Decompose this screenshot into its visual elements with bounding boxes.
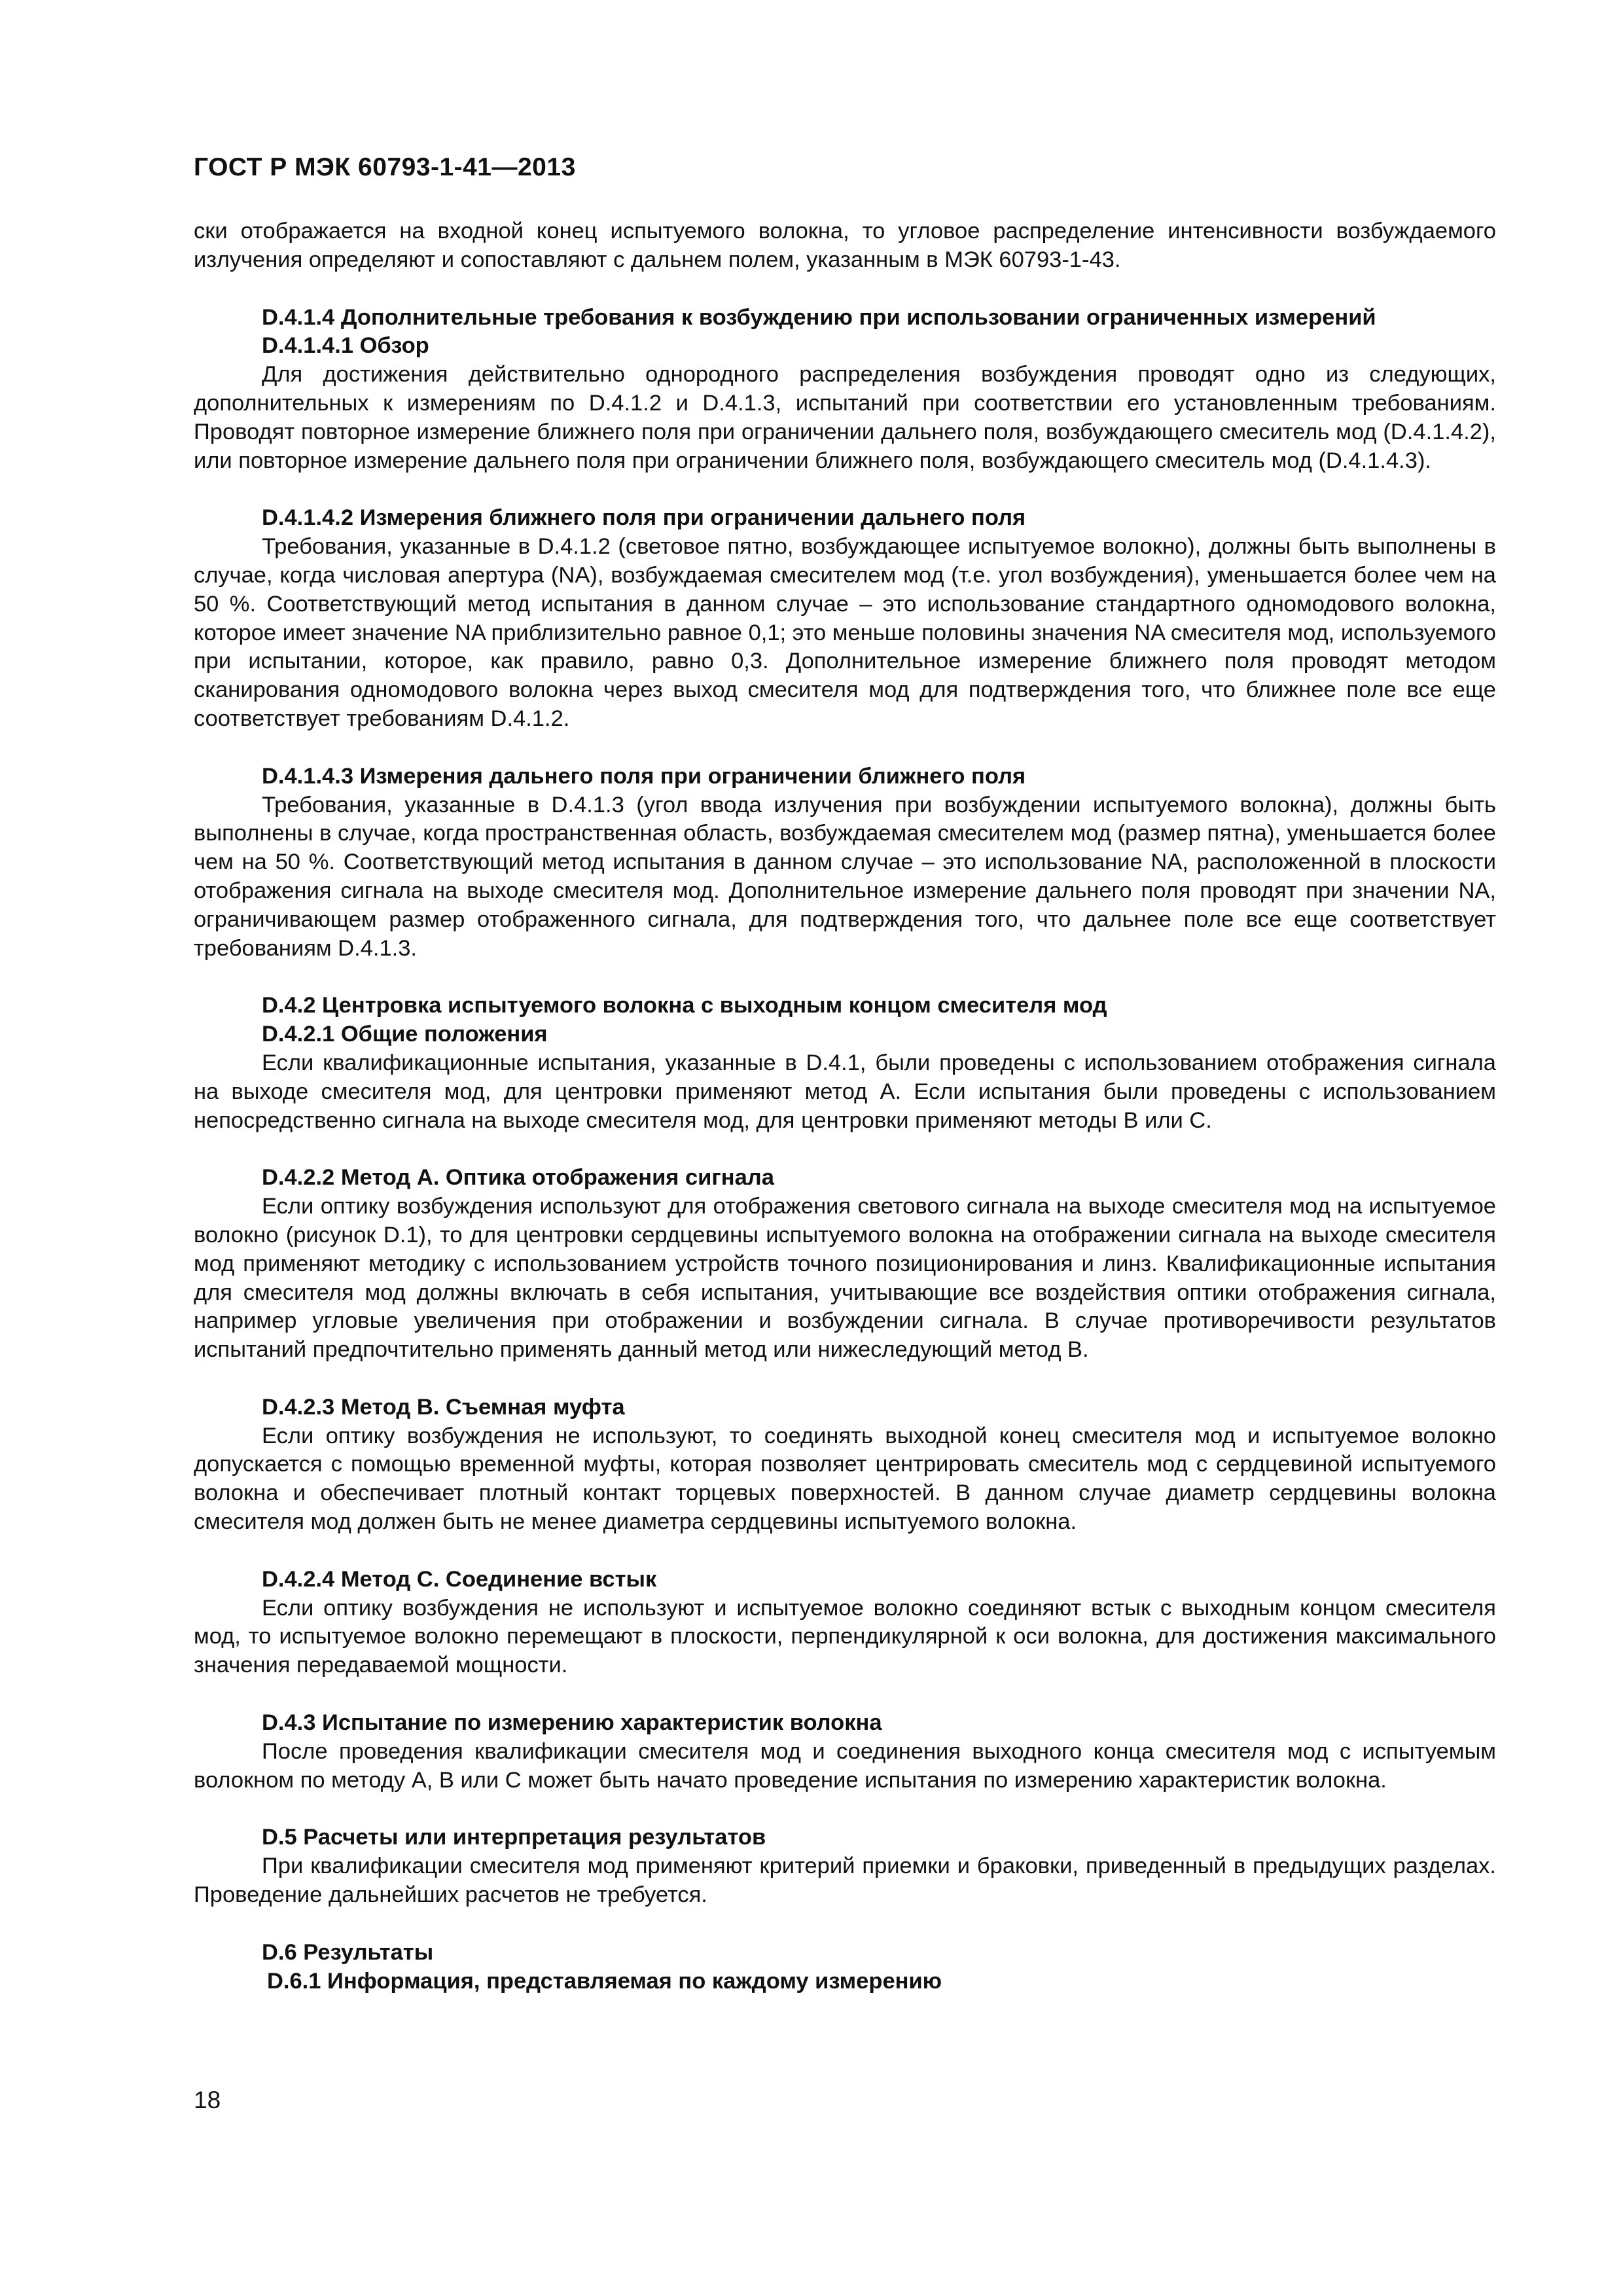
document-header-title: ГОСТ Р МЭК 60793-1-41—2013 <box>194 153 576 181</box>
document-body <box>194 217 1496 1996</box>
paragraph-spacer <box>194 1795 1496 1823</box>
paragraph-spacer <box>194 734 1496 762</box>
paragraph-spacer <box>194 1680 1496 1709</box>
section-heading: D.4.1.4.3 Измерения дальнего поля при ограничении ближнего поля <box>262 763 1026 789</box>
section-heading: D.4.2.1 Общие положения <box>262 1022 548 1047</box>
paragraph-spacer <box>194 1365 1496 1393</box>
paragraph-spacer <box>194 1910 1496 1939</box>
section-heading: D.4.1.4 Дополнительные требования к возбуждению при использовании ограниченных измерений <box>262 304 1376 330</box>
paragraph-spacer <box>194 475 1496 504</box>
body-paragraph: Требования, указанные в D.4.1.2 (световое пятно, возбуждающее испытуемое волокно), должны быть выполнены в случае, когда числовая апертура (NA), возбуждаемая смесителем мод (т.е. угол возбуждения), уменьшается более чем на 50 %. Соответствующий метод испытания в данном случае – это использование стандартного одномодового волокна, которое имеет значение NA приблизительно равное 0,1; это меньше половины значения NA смесителя мод, используемого при испытании, которое, как правило, равно 0,3. Дополнительное измерение ближнего поля проводят методом сканирования одномодового волокна через выход смесителя мод для подтверждения того, что ближнее поле все еще соответствует требованиям D.4.1.2. <box>194 534 1496 731</box>
section-heading: D.4.2.2 Метод А. Оптика отображения сигнала <box>262 1165 774 1191</box>
section-heading: D.5 Расчеты или интерпретация результатов <box>262 1825 766 1850</box>
paragraph-spacer <box>194 1135 1496 1164</box>
paragraph-spacer <box>194 275 1496 304</box>
section-heading: D.6 Результаты <box>262 1939 434 1965</box>
section-heading: D.4.2 Центровка испытуемого волокна с выходным концом смесителя мод <box>262 993 1107 1018</box>
section-heading: D.4.2.4 Метод С. Соединение встык <box>262 1566 657 1592</box>
body-paragraph: Если оптику возбуждения не используют, то соединять выходной конец смесителя мод и испытуемое волокно допускается с помощью временной муфты, которая позволяет центрировать смеситель мод с сердцевиной испытуемого волокна и обеспечивает плотный контакт торцевых поверхностей. В данном случае диаметр сердцевины волокна смесителя мод должен быть не менее диаметра сердцевины испытуемого волокна. <box>194 1423 1496 1535</box>
paragraph-spacer <box>194 963 1496 992</box>
body-paragraph: ски отображается на входной конец испытуемого волокна, то угловое распределение интенсивности возбуждаемого излучения определяют и сопоставляют с дальнем полем, указанным в МЭК 60793-1-43. <box>194 219 1496 272</box>
body-paragraph: Для достижения действительно однородного распределения возбуждения проводят одно из следующих, дополнительных к измерениям по D.4.1.2 и D.4.1.3, испытаний при соответствии его установленным требованиям. Проводят повторное измерение ближнего поля при ограничении дальнего поля, возбуждающего смеситель мод (D.4.1.4.2), или повторное измерение дальнего поля при ограничении ближнего поля, возбуждающего смеситель мод (D.4.1.4.3). <box>194 362 1496 473</box>
body-paragraph: Если оптику возбуждения не используют и испытуемое волокно соединяют встык с выходным концом смесителя мод, то испытуемое волокно перемещают в плоскости, перпендикулярной к оси волокна, для достижения максимального значения передаваемой мощности. <box>194 1595 1496 1678</box>
paragraph-spacer <box>194 1537 1496 1566</box>
page-number: 18 <box>194 2087 221 2113</box>
section-heading: D.6.1 Информация, представляемая по каждому измерению <box>267 1968 942 1994</box>
section-heading: D.4.2.3 Метод В. Съемная муфта <box>262 1394 625 1420</box>
section-heading: D.4.3 Испытание по измерению характеристик волокна <box>262 1710 882 1736</box>
body-paragraph: Требования, указанные в D.4.1.3 (угол ввода излучения при возбуждении испытуемого волокна), должны быть выполнены в случае, когда пространственная область, возбуждаемая смесителем мод (размер пятна), уменьшается более чем на 50 %. Соответствующий метод испытания в данном случае – это использование NA, расположенной в плоскости отображения сигнала на выходе смесителя мод. Дополнительное измерение дальнего поля проводят при значении NA, ограничивающем размер отображенного сигнала, для подтверждения того, что дальнее поле все еще соответствует требованиям D.4.1.3. <box>194 792 1496 961</box>
body-paragraph: Если оптику возбуждения используют для отображения светового сигнала на выходе смесителя мод на испытуемое волокно (рисунок D.1), то для центровки сердцевины испытуемого волокна на отображении сигнала на выходе смесителя мод применяют методику с использованием устройств точного позиционирования и линз. Квалификационные испытания для смесителя мод должны включать в себя испытания, учитывающие все воздействия оптики отображения сигнала, например угловые увеличения при отображении и возбуждении сигнала. В случае противоречивости результатов испытаний предпочтительно применять данный метод или нижеследующий метод В. <box>194 1194 1496 1363</box>
body-paragraph: Если квалификационные испытания, указанные в D.4.1, были проведены с использованием отображения сигнала на выходе смесителя мод, для центровки применяют метод А. Если испытания были проведены с использованием непосредственно сигнала на выходе смесителя мод, для центровки применяют методы В или С. <box>194 1050 1496 1133</box>
section-heading: D.4.1.4.2 Измерения ближнего поля при ограничении дальнего поля <box>262 505 1026 531</box>
section-heading: D.4.1.4.1 Обзор <box>262 333 429 359</box>
body-paragraph: При квалификации смесителя мод применяют критерий приемки и браковки, приведенный в предыдущих разделах. Проведение дальнейших расчетов не требуется. <box>194 1854 1496 1908</box>
body-paragraph: После проведения квалификации смесителя мод и соединения выходного конца смесителя мод с испытуемым волокном по методу А, В или С может быть начато проведение испытания по измерению характеристик волокна. <box>194 1738 1496 1793</box>
